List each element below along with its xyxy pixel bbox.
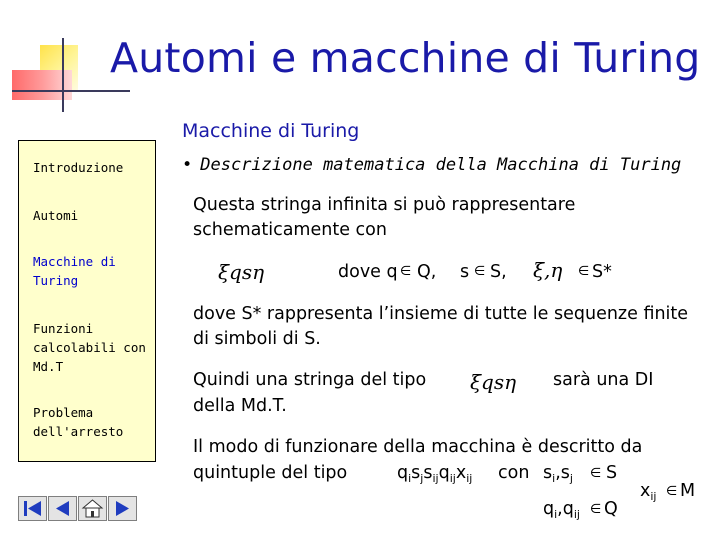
paragraph-3-start: Quindi una stringa del tipo (193, 370, 427, 390)
formula-dove-q: dove q (338, 262, 398, 282)
logo-vertical-line (62, 38, 64, 112)
element-of-symbol: ∈ (474, 264, 486, 279)
quintuple-intro: quintuple del tipo (193, 463, 348, 483)
sidebar-item-funzioni-calcolabili[interactable]: Funzioni calcolabili con Md.T (33, 321, 146, 374)
formula-Sstar: S* (592, 262, 612, 282)
quintuple-xij: $x_{ij}$ (640, 481, 657, 503)
element-of-symbol: ∈ (578, 264, 590, 279)
quintuple-formula: $q_is_js_{ij}q_{ij}x_{ij}$ (397, 463, 473, 485)
formula-s: s (460, 262, 470, 282)
first-slide-button[interactable] (18, 496, 47, 521)
slide-title: Automi e macchine di Turing (110, 34, 701, 82)
paragraph-3-end: sarà una DI (553, 370, 654, 390)
formula-Q: Q, (417, 262, 437, 282)
arrow-left-icon (49, 497, 76, 520)
formula-xi-eta: ξ,η (533, 258, 563, 282)
next-slide-button[interactable] (108, 496, 137, 521)
quintuple-M: M (680, 481, 696, 501)
sidebar-item-automi[interactable]: Automi (33, 208, 79, 223)
bullet-point (182, 155, 681, 175)
quintuple-S: S (606, 463, 618, 483)
element-of-symbol: ∈ (666, 484, 678, 499)
paragraph-4: Il modo di funzionare della macchina è descritto da (193, 437, 643, 457)
arrow-right-icon (109, 497, 136, 520)
sidebar-nav (18, 140, 156, 462)
formula-S: S, (490, 262, 507, 282)
bullet-text: Descrizione matematica della Macchina di Turing (200, 155, 682, 175)
sidebar-item-macchine-di-turing[interactable]: Macchine di Turing (33, 254, 116, 288)
previous-slide-button[interactable] (48, 496, 77, 521)
quintuple-si-sj: $s_i,s_j$ (543, 463, 573, 485)
home-icon (79, 497, 106, 520)
paragraph-1: Questa stringa infinita si può rappresentare schematicamente con (193, 195, 576, 240)
quintuple-Q: Q (604, 499, 618, 519)
formula-xiqseta-inline: ξqsη (470, 370, 517, 394)
paragraph-2: dove S* rappresenta l’insieme di tutte le sequenze finite di simboli di S. (193, 304, 689, 349)
skip-back-icon (19, 497, 46, 520)
element-of-symbol: ∈ (590, 466, 602, 481)
paragraph-3-line2: della Md.T. (193, 396, 287, 416)
element-of-symbol: ∈ (590, 502, 602, 517)
logo-horizontal-line (12, 90, 130, 92)
formula-xiqseta: ξqsη (218, 260, 265, 284)
quintuple-con: con (498, 463, 530, 483)
section-subtitle: Macchine di Turing (182, 120, 360, 142)
quintuple-qi-qij: $q_i,q_{ij}$ (543, 499, 580, 521)
sidebar-item-introduzione[interactable]: Introduzione (33, 160, 124, 175)
sidebar-item-problema-arresto[interactable]: Problema dell'arresto (33, 405, 124, 439)
element-of-symbol: ∈ (400, 264, 412, 279)
bullet-icon: • (182, 155, 193, 175)
home-button[interactable] (78, 496, 107, 521)
